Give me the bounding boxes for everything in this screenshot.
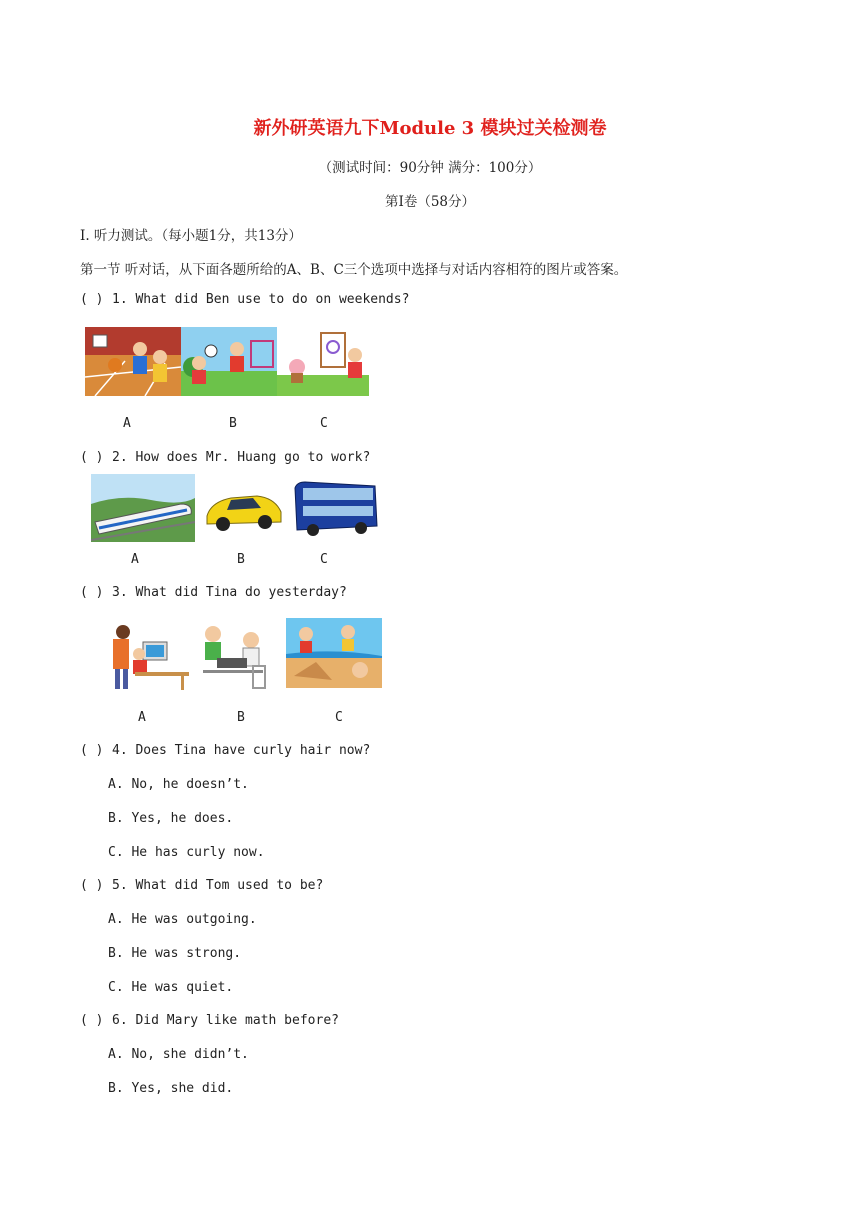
train-picture — [91, 474, 195, 542]
option-label: C — [320, 416, 328, 431]
option-label: B — [237, 552, 245, 567]
document-title: 新外研英语九下Module 3 模块过关检测卷 — [253, 118, 607, 139]
question-4 — [80, 743, 370, 758]
answer-paren[interactable]: ( ) — [80, 743, 104, 758]
question-text: 5. What did Tom used to be? — [112, 878, 324, 893]
question-text: 4. Does Tina have curly hair now? — [112, 743, 371, 758]
option-label: A — [123, 416, 131, 431]
option-label: C — [320, 552, 328, 567]
volume-heading: 第Ⅰ卷（58分） — [384, 194, 475, 210]
basketball-picture — [85, 327, 181, 396]
chess-picture — [193, 620, 270, 690]
question-1 — [80, 292, 409, 307]
question-text: 1. What did Ben use to do on weekends? — [112, 292, 410, 307]
question-text: 3. What did Tina do yesterday? — [112, 585, 347, 600]
answer-paren[interactable]: ( ) — [80, 878, 104, 893]
question-2 — [80, 450, 370, 465]
option-label: B — [229, 416, 237, 431]
answer-paren[interactable]: ( ) — [80, 585, 104, 600]
question-text: 2. How does Mr. Huang go to work? — [112, 450, 371, 465]
soccer-picture — [181, 327, 277, 396]
option-c: C. He was quiet. — [108, 980, 234, 995]
car-picture — [201, 476, 287, 542]
option-label: A — [131, 552, 139, 567]
option-label: B — [237, 710, 245, 725]
section-heading: Ⅰ. 听力测试。（每小题1分，共13分） — [80, 228, 302, 244]
question-3 — [80, 585, 347, 600]
option-b: B. Yes, he does. — [108, 811, 234, 826]
test-time-info: （测试时间：90分钟 满分：100分） — [318, 160, 542, 176]
bus-picture — [291, 476, 380, 542]
answer-paren[interactable]: ( ) — [80, 1013, 104, 1028]
answer-paren[interactable]: ( ) — [80, 292, 104, 307]
option-a: A. He was outgoing. — [108, 912, 257, 927]
computer-picture — [99, 620, 189, 690]
part-instruction: 第一节 听对话，从下面各题所给的A、B、C三个选项中选择与对话内容相符的图片或答案。 — [80, 262, 628, 278]
question-5 — [80, 878, 323, 893]
drawing-picture — [277, 327, 369, 396]
question-6 — [80, 1013, 339, 1028]
question-text: 6. Did Mary like math before? — [112, 1013, 339, 1028]
option-a: A. No, he doesn’t. — [108, 777, 249, 792]
beach-picture — [286, 618, 382, 688]
option-b: B. He was strong. — [108, 946, 242, 961]
option-b: B. Yes, she did. — [108, 1081, 234, 1096]
option-label: A — [138, 710, 146, 725]
option-label: C — [335, 710, 343, 725]
option-a: A. No, she didn’t. — [108, 1047, 249, 1062]
option-c: C. He has curly now. — [108, 845, 265, 860]
answer-paren[interactable]: ( ) — [80, 450, 104, 465]
